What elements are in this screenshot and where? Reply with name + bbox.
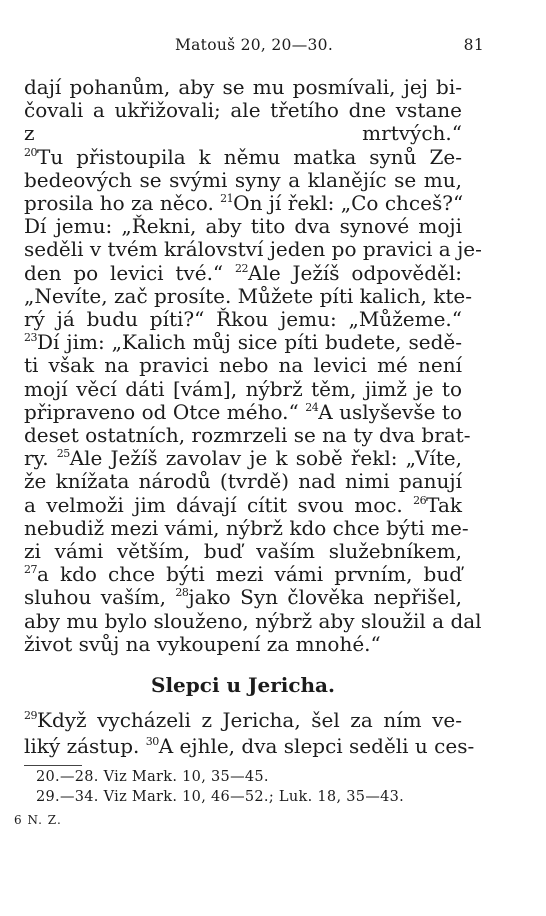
text-run: Ale Ježíš odpověděl: — [248, 260, 462, 285]
body-line — [24, 538, 462, 564]
body-line — [24, 236, 482, 262]
page-header — [24, 36, 484, 58]
body-line — [24, 260, 462, 286]
text-run: jako Syn člověka nepřišel, — [188, 585, 462, 610]
body-line — [24, 213, 462, 239]
body-line — [24, 492, 462, 518]
text-run: prosila ho za něco. — [24, 191, 221, 215]
body-line — [24, 306, 462, 332]
text-run: A ejhle, dva slepci seděli u ces- — [158, 734, 475, 758]
text-run: bedeových se svými syny a klanějíc se mu, — [24, 167, 462, 192]
text-run: nebudiž mezi vámi, nýbrž kdo chce býti me- — [24, 515, 469, 540]
text-run: liký zástup. — [24, 734, 146, 758]
body-line — [24, 376, 462, 402]
text-run: zi vámi větším, buď vaším služebníkem, — [24, 539, 462, 563]
body-line — [24, 445, 462, 471]
text-run: Tak — [426, 492, 462, 517]
text-run: mojí věcí dáti [vám], nýbrž těm, jimž je to — [24, 376, 462, 401]
text-run: rý já budu píti?“ Řkou jemu: „Můžeme.“ — [24, 307, 462, 331]
text-run: On jí řekl: „Co chceš?“ — [233, 191, 464, 215]
text-run: Když vycházeli z Jericha, šel za ním ve- — [37, 708, 462, 732]
body-line — [24, 561, 462, 587]
text-run: připraveno od Otce mého.“ — [24, 399, 306, 424]
footnote: 29.—34. Viz Mark. 10, 46—52.; Luk. 18, 35—43. — [36, 789, 405, 805]
footnote-rule — [24, 765, 82, 766]
text-run: sluhou vaším, — [24, 585, 176, 610]
section-heading: Slepci u Jericha. — [151, 673, 335, 697]
verse-number: 30 — [145, 735, 159, 748]
body-line — [24, 74, 462, 100]
verse-number: 28 — [175, 586, 189, 600]
section-line — [24, 707, 462, 733]
body-line — [24, 608, 482, 634]
text-run: A uslyševše to — [318, 399, 462, 424]
text-run: Dí jemu: „Řekni, aby tito dva synové moji — [24, 214, 462, 239]
text-run: ry. — [24, 446, 57, 471]
text-run: a velmoži jim dávají cítit svou moc. — [24, 492, 414, 517]
footnote: 20.—28. Viz Mark. 10, 35—45. — [36, 769, 269, 785]
verse-number: 27 — [24, 563, 37, 577]
printer-signature: 6 N. Z. — [14, 813, 62, 827]
running-head: Matouš 20, 20—30. — [174, 36, 334, 54]
verse-number: 21 — [220, 192, 234, 205]
verse-number: 20 — [24, 145, 37, 159]
verse-number: 24 — [305, 400, 319, 414]
verse-number: 26 — [413, 493, 427, 507]
body-line — [24, 352, 462, 378]
verse-number: 29 — [24, 709, 37, 722]
text-run: z mrtvých.“ — [24, 121, 462, 146]
text-run: den po levici tvé.“ — [24, 260, 235, 285]
text-run: čovali a ukřižovali; ale třetího dne vstane — [24, 98, 462, 123]
text-run: Tu přistoupila k němu matka synů Ze- — [37, 144, 462, 169]
body-line — [24, 468, 462, 494]
text-run: aby mu bylo slouženo, nýbrž aby sloužil a dal — [24, 608, 482, 633]
page-number: 81 — [463, 36, 484, 54]
body-line — [24, 422, 471, 448]
body-line — [24, 144, 462, 170]
body-line — [24, 167, 462, 193]
verse-number: 23 — [24, 331, 37, 345]
body-line — [24, 120, 462, 146]
text-run: a kdo chce býti mezi vámi prvním, buď — [37, 562, 462, 587]
text-run: seděli v tvém království jeden po pravici a je- — [24, 237, 482, 262]
text-run: že knížata národů (tvrdě) nad nimi panují — [24, 469, 462, 494]
text-run: Dí jim: „Kalich můj sice píti budete, sedě- — [37, 330, 462, 355]
text-run: Ale Ježíš zavolav je k sobě řekl: „Víte, — [69, 446, 462, 471]
body-line — [24, 190, 462, 216]
body-line — [24, 515, 469, 541]
body-line — [24, 399, 462, 425]
text-run: deset ostatních, rozmrzeli se na ty dva brat- — [24, 423, 471, 447]
text-run: život svůj na vykoupení za mnohé.“ — [24, 631, 381, 656]
body-line — [24, 97, 462, 123]
text-run: ti však na pravici nebo na levici mé není — [24, 353, 462, 378]
verse-number: 22 — [235, 261, 248, 275]
body-line — [24, 584, 462, 610]
section-line — [24, 733, 475, 759]
body-line — [24, 631, 462, 657]
text-run: dají pohanům, aby se mu posmívali, jej bi- — [24, 75, 462, 99]
verse-number: 25 — [56, 447, 70, 461]
body-line — [24, 329, 462, 355]
text-run: „Nevíte, zač prosíte. Můžete píti kalich, kte- — [24, 283, 472, 308]
body-line — [24, 283, 472, 309]
